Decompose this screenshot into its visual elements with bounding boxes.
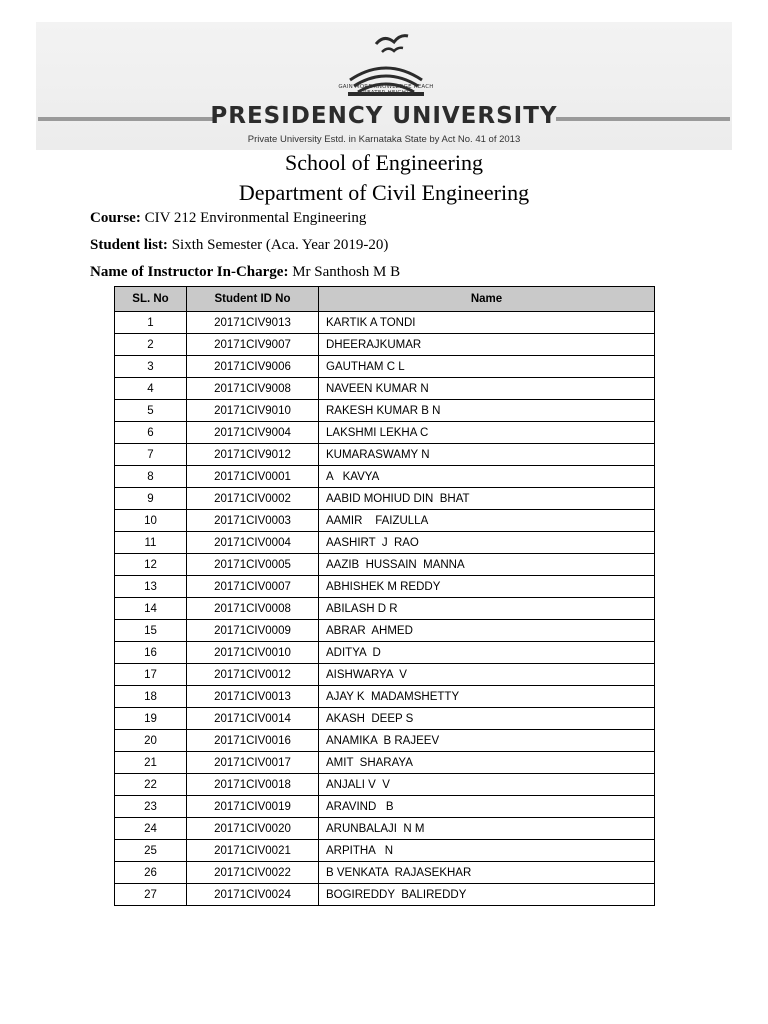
row-name: ARUNBALAJI N M [319,818,655,840]
row-sl-no: 7 [115,444,187,466]
row-name: B VENKATA RAJASEKHAR [319,862,655,884]
table-row [115,774,655,796]
row-student-id: 20171CIV0005 [187,554,319,576]
student-table [114,286,655,906]
row-sl-no: 25 [115,840,187,862]
table-row [115,796,655,818]
row-student-id: 20171CIV0004 [187,532,319,554]
table-row [115,532,655,554]
row-student-id: 20171CIV9012 [187,444,319,466]
table-row [115,356,655,378]
row-name: BOGIREDDY BALIREDDY [319,884,655,906]
row-name: GAUTHAM C L [319,356,655,378]
row-student-id: 20171CIV9007 [187,334,319,356]
row-student-id: 20171CIV0009 [187,620,319,642]
row-student-id: 20171CIV0001 [187,466,319,488]
row-student-id: 20171CIV0024 [187,884,319,906]
row-name: A KAVYA [319,466,655,488]
table-row [115,444,655,466]
row-name: AJAY K MADAMSHETTY [319,686,655,708]
instructor-label: Name of Instructor In-Charge: [90,264,289,280]
row-sl-no: 19 [115,708,187,730]
row-sl-no: 4 [115,378,187,400]
row-name: RAKESH KUMAR B N [319,400,655,422]
row-student-id: 20171CIV9013 [187,312,319,334]
row-sl-no: 24 [115,818,187,840]
row-student-id: 20171CIV0012 [187,664,319,686]
table-row [115,466,655,488]
row-name: LAKSHMI LEKHA C [319,422,655,444]
student-list-line [90,237,388,254]
row-name: ARAVIND B [319,796,655,818]
row-name: ADITYA D [319,642,655,664]
row-sl-no: 6 [115,422,187,444]
row-sl-no: 23 [115,796,187,818]
row-student-id: 20171CIV0013 [187,686,319,708]
table-row [115,818,655,840]
student-list-label: Student list: [90,237,168,253]
row-sl-no: 5 [115,400,187,422]
course-line [90,210,366,227]
row-name: ABRAR AHMED [319,620,655,642]
row-name: KUMARASWAMY N [319,444,655,466]
row-sl-no: 21 [115,752,187,774]
university-motto: GAIN MORE KNOWLEDGE REACH GREATER HEIGHTS [338,84,434,96]
row-sl-no: 1 [115,312,187,334]
row-name: AAZIB HUSSAIN MANNA [319,554,655,576]
row-student-id: 20171CIV9004 [187,422,319,444]
row-sl-no: 3 [115,356,187,378]
row-student-id: 20171CIV0007 [187,576,319,598]
course-label: Course: [90,210,141,226]
header-name: Name [319,287,655,312]
table-body [115,312,655,906]
table-row [115,686,655,708]
row-student-id: 20171CIV0018 [187,774,319,796]
table-row [115,664,655,686]
table-row [115,576,655,598]
table-row [115,422,655,444]
table-row [115,598,655,620]
table-row [115,334,655,356]
row-sl-no: 15 [115,620,187,642]
row-student-id: 20171CIV0016 [187,730,319,752]
table-row [115,862,655,884]
row-name: NAVEEN KUMAR N [319,378,655,400]
table-row [115,840,655,862]
row-name: AKASH DEEP S [319,708,655,730]
student-list-value: Sixth Semester (Aca. Year 2019-20) [167,237,389,253]
table-row [115,730,655,752]
university-name: PRESIDENCY UNIVERSITY [210,103,558,129]
row-sl-no: 10 [115,510,187,532]
row-name: KARTIK A TONDI [319,312,655,334]
row-name: ABHISHEK M REDDY [319,576,655,598]
table-row [115,708,655,730]
header-student-id: Student ID No [187,287,319,312]
row-student-id: 20171CIV9010 [187,400,319,422]
university-subtitle: Private University Estd. in Karnataka State by Act No. 41 of 2013 [247,134,521,145]
row-sl-no: 2 [115,334,187,356]
table-row [115,378,655,400]
row-name: ANJALI V V [319,774,655,796]
row-sl-no: 26 [115,862,187,884]
table-row [115,312,655,334]
table-row [115,752,655,774]
table-header-row [115,287,655,312]
row-student-id: 20171CIV0021 [187,840,319,862]
row-name: ANAMIKA B RAJEEV [319,730,655,752]
table-row [115,620,655,642]
row-name: ARPITHA N [319,840,655,862]
school-title: School of Engineering [285,150,483,175]
row-student-id: 20171CIV0014 [187,708,319,730]
header-sl-no: SL. No [115,287,187,312]
row-sl-no: 27 [115,884,187,906]
row-student-id: 20171CIV0008 [187,598,319,620]
row-name: AISHWARYA V [319,664,655,686]
row-sl-no: 12 [115,554,187,576]
row-name: AAMIR FAIZULLA [319,510,655,532]
instructor-value: Mr Santhosh M B [288,264,401,280]
row-sl-no: 22 [115,774,187,796]
row-sl-no: 18 [115,686,187,708]
row-sl-no: 9 [115,488,187,510]
row-sl-no: 14 [115,598,187,620]
row-name: AASHIRT J RAO [319,532,655,554]
row-student-id: 20171CIV0010 [187,642,319,664]
row-student-id: 20171CIV0019 [187,796,319,818]
instructor-line [90,264,400,281]
row-student-id: 20171CIV0017 [187,752,319,774]
row-name: AABID MOHIUD DIN BHAT [319,488,655,510]
table-row [115,642,655,664]
row-student-id: 20171CIV0002 [187,488,319,510]
row-sl-no: 16 [115,642,187,664]
table-row [115,510,655,532]
row-name: AMIT SHARAYA [319,752,655,774]
row-sl-no: 13 [115,576,187,598]
row-student-id: 20171CIV9006 [187,356,319,378]
row-sl-no: 17 [115,664,187,686]
course-value: CIV 212 Environmental Engineering [140,210,367,226]
row-sl-no: 8 [115,466,187,488]
table-row [115,884,655,906]
department-title: Department of Civil Engineering [238,180,530,205]
table-row [115,488,655,510]
row-name: ABILASH D R [319,598,655,620]
table-row [115,554,655,576]
row-name: DHEERAJKUMAR [319,334,655,356]
row-student-id: 20171CIV0003 [187,510,319,532]
row-student-id: 20171CIV0022 [187,862,319,884]
row-student-id: 20171CIV0020 [187,818,319,840]
row-sl-no: 20 [115,730,187,752]
table-row [115,400,655,422]
row-student-id: 20171CIV9008 [187,378,319,400]
row-sl-no: 11 [115,532,187,554]
